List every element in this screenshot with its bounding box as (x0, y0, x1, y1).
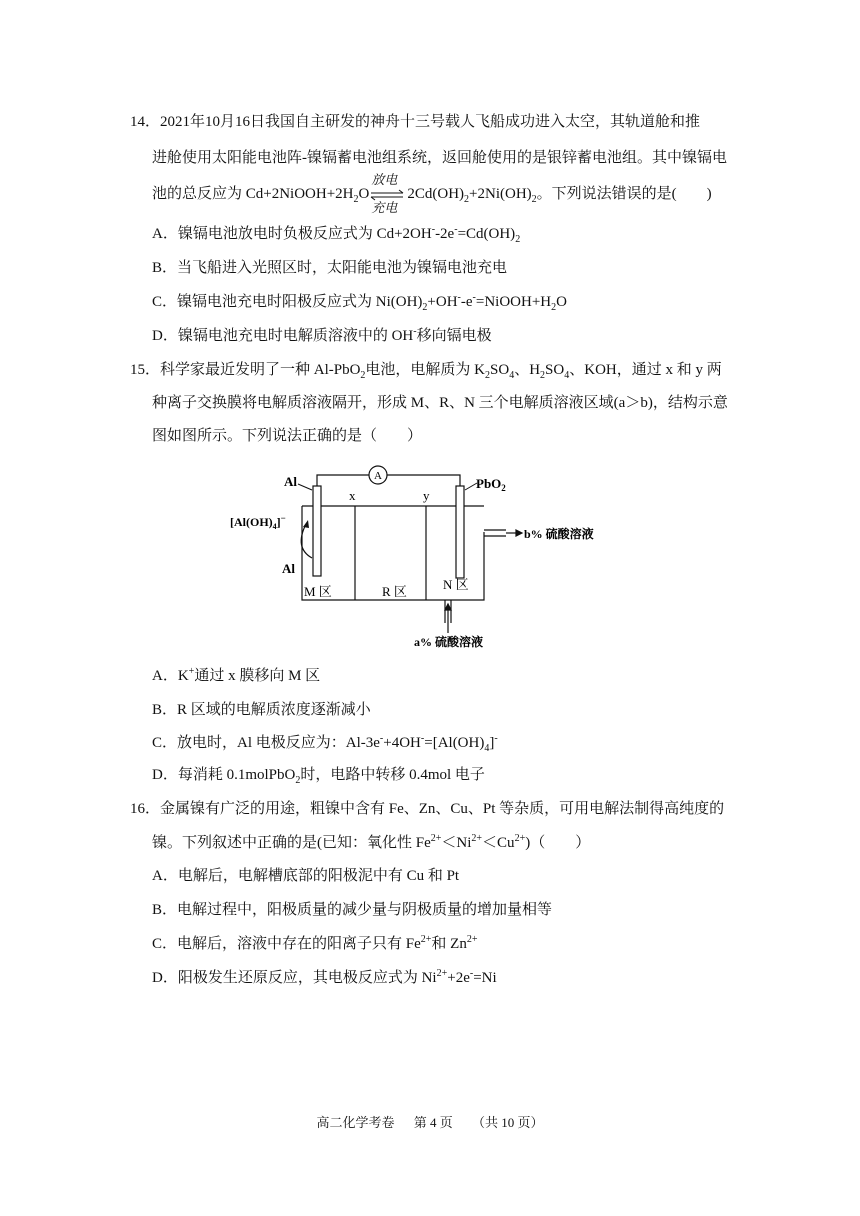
q15-stem-line2: 种离子交换膜将电解质溶液隔开，形成 M、R、N 三个电解质溶液区域(a＞b)，结构示意 (152, 395, 728, 411)
battery-diagram (224, 458, 604, 658)
label-zone-m: M 区 (304, 584, 332, 599)
q15-option-c: C．放电时，Al 电极反应为：$Al-3e^-+4OH^-=[Al(OH)_4]^-$ (152, 733, 498, 754)
circuit-wire (317, 475, 460, 486)
q14-option-d: D．镍镉电池充电时电解质溶液中的 OH-移向镉电极 (152, 326, 492, 344)
pbo2-electrode (456, 486, 464, 578)
label-al-complex: $[Al(OH)_4]^-$ (230, 513, 286, 531)
q16-stem-line1: 16．金属镍有广泛的用途，粗镍中含有 Fe、Zn、Cu、Pt 等杂质，可用电解法制得高纯度的 (130, 801, 725, 817)
label-zone-n: N 区 (443, 577, 469, 592)
label-zone-r: R 区 (382, 584, 407, 599)
page-total: （共 10 页） (472, 1115, 544, 1130)
q15-stem-line1: 15．科学家最近发明了一种 Al-PbO$_2$电池，电解质为 $K_2SO_4$、$H_2SO_4$、KOH，通过 x 和 y 两 (130, 362, 722, 381)
q14-option-b: B．当飞船进入光照区时，太阳能电池为镍镉电池充电 (152, 260, 508, 276)
q15-option-d: D．每消耗 0.1molPbO$_2$时，电路中转移 0.4mol 电子 (152, 767, 485, 786)
label-al-top: Al (284, 474, 297, 489)
q14-option-a: A．镍镉电池放电时负极反应式为 $Cd+2OH^--2e^-=Cd(OH)_2$ (152, 224, 521, 245)
q15-option-a: A．K+通过 x 膜移向 M 区 (152, 666, 321, 684)
ammeter-label: A (374, 470, 382, 482)
q16-option-d: D．阳极发生还原反应，其电极反应式为 $Ni^{2+}+2e^-=Ni$ (152, 968, 497, 986)
curved-arrow-icon (301, 524, 312, 558)
label-pbo2: PbO$_2$ (476, 476, 506, 493)
label-al-bottom: Al (282, 561, 295, 576)
page-number: 第 4 页 (413, 1115, 453, 1130)
label-membrane-x: x (349, 488, 356, 503)
page-footer (0, 1112, 860, 1131)
outlet-pipe (484, 530, 522, 536)
q15-stem-line3: 图如图所示。下列说法正确的是（ ） (152, 428, 423, 444)
q16-option-c: C．电解后，溶液中存在的阳离子只有 $Fe^{2+}$和 $Zn^{2+}$ (152, 934, 478, 952)
label-inlet-solution: a% 硫酸溶液 (414, 635, 484, 649)
label-outlet-solution: b% 硫酸溶液 (524, 527, 594, 541)
arrowhead-icon (303, 520, 309, 528)
exam-title: 高二化学考卷 (316, 1115, 395, 1130)
q16-stem-line2: 镍。下列叙述中正确的是(已知：氧化性 $Fe^{2+}<Ni^{2+}<Cu^{2+}$)（ ） (152, 833, 591, 851)
q14-stem-line1: 14．2021年10月16日我国自主研发的神舟十三号载人飞船成功进入太空，其轨道舱和推 (130, 114, 701, 130)
q15-option-b: B．R 区域的电解质浓度逐渐减小 (152, 702, 371, 718)
q14-stem-line3: 池的总反应为 $Cd+2NiOOH+2H_2O$ 放电 充电 $2Cd(OH)_2+2Ni(OH)_2$。下列说法错误的是( ) (152, 172, 712, 216)
reversible-arrow-icon: 放电 充电 (369, 185, 407, 205)
q14-option-c: C．镍镉电池充电时阳极反应式为 $Ni(OH)_2+OH^--e^-=NiOOH+H_2O$ (152, 292, 567, 313)
label-membrane-y: y (423, 488, 430, 503)
q16-option-b: B．电解过程中，阳极质量的减少量与阴极质量的增加量相等 (152, 902, 553, 918)
q14-stem-line2: 进舱使用太阳能电池阵-镍镉蓄电池组系统，返回舱使用的是银锌蓄电池组。其中镍镉电 (152, 150, 727, 166)
al-electrode (313, 486, 321, 576)
q16-option-a: A．电解后，电解槽底部的阳极泥中有 Cu 和 Pt (152, 868, 460, 884)
inlet-pipe (445, 600, 451, 633)
